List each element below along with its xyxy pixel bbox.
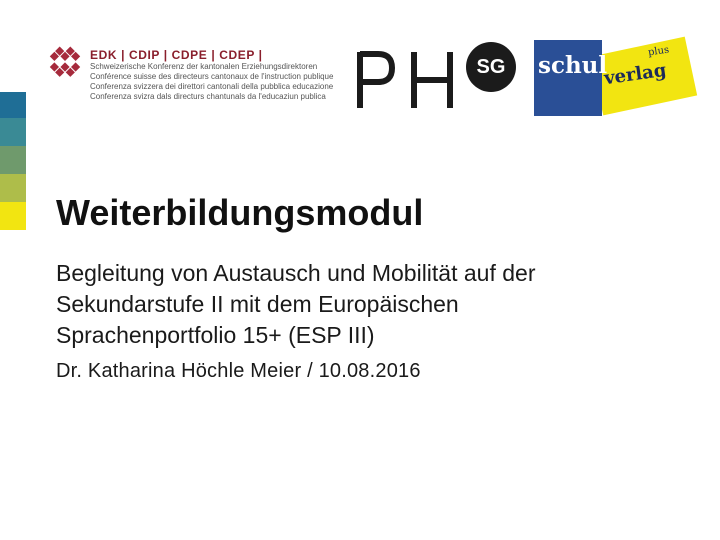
edk-name-rm: Conferenza svizra dals directurs chantunals da l'educaziun publica [90, 92, 326, 101]
color-stripe-5 [0, 202, 26, 230]
author-date: Dr. Katharina Höchle Meier / 10.08.2016 [56, 360, 421, 382]
edk-name-fr: Conférence suisse des directeurs cantonaux de l'instruction publique [90, 72, 334, 81]
subtitle-line: Sekundarstufe II mit dem Europäischen [56, 291, 459, 317]
slide-subtitle [56, 258, 696, 351]
edk-cross-icon [48, 44, 82, 78]
ph-logo [356, 48, 456, 112]
color-stripe-1 [0, 92, 26, 118]
schulverlag-plus-text: plus [647, 44, 670, 59]
color-stripe-3 [0, 146, 26, 174]
edk-logo-text [90, 48, 333, 102]
subtitle-line: Sprachenportfolio 15+ (ESP III) [56, 322, 375, 348]
edk-acronyms: EDK | CDIP | CDPE | CDEP | [90, 48, 263, 62]
color-stripe-4 [0, 174, 26, 202]
schulverlag-schul-text: schul [538, 52, 608, 79]
edk-name-it: Conferenza svizzera dei direttori cantonali della pubblica educazione [90, 82, 334, 91]
subtitle-line: Begleitung von Austausch und Mobilität auf der [56, 260, 536, 286]
schulverlag-verlag-text: verlag [602, 59, 668, 90]
slide-title: Weiterbildungsmodul [56, 192, 424, 233]
color-stripe-2 [0, 118, 26, 146]
sg-badge: SG [466, 42, 516, 92]
edk-name-de: Schweizerische Konferenz der kantonalen Erziehungsdirektoren [90, 62, 318, 71]
